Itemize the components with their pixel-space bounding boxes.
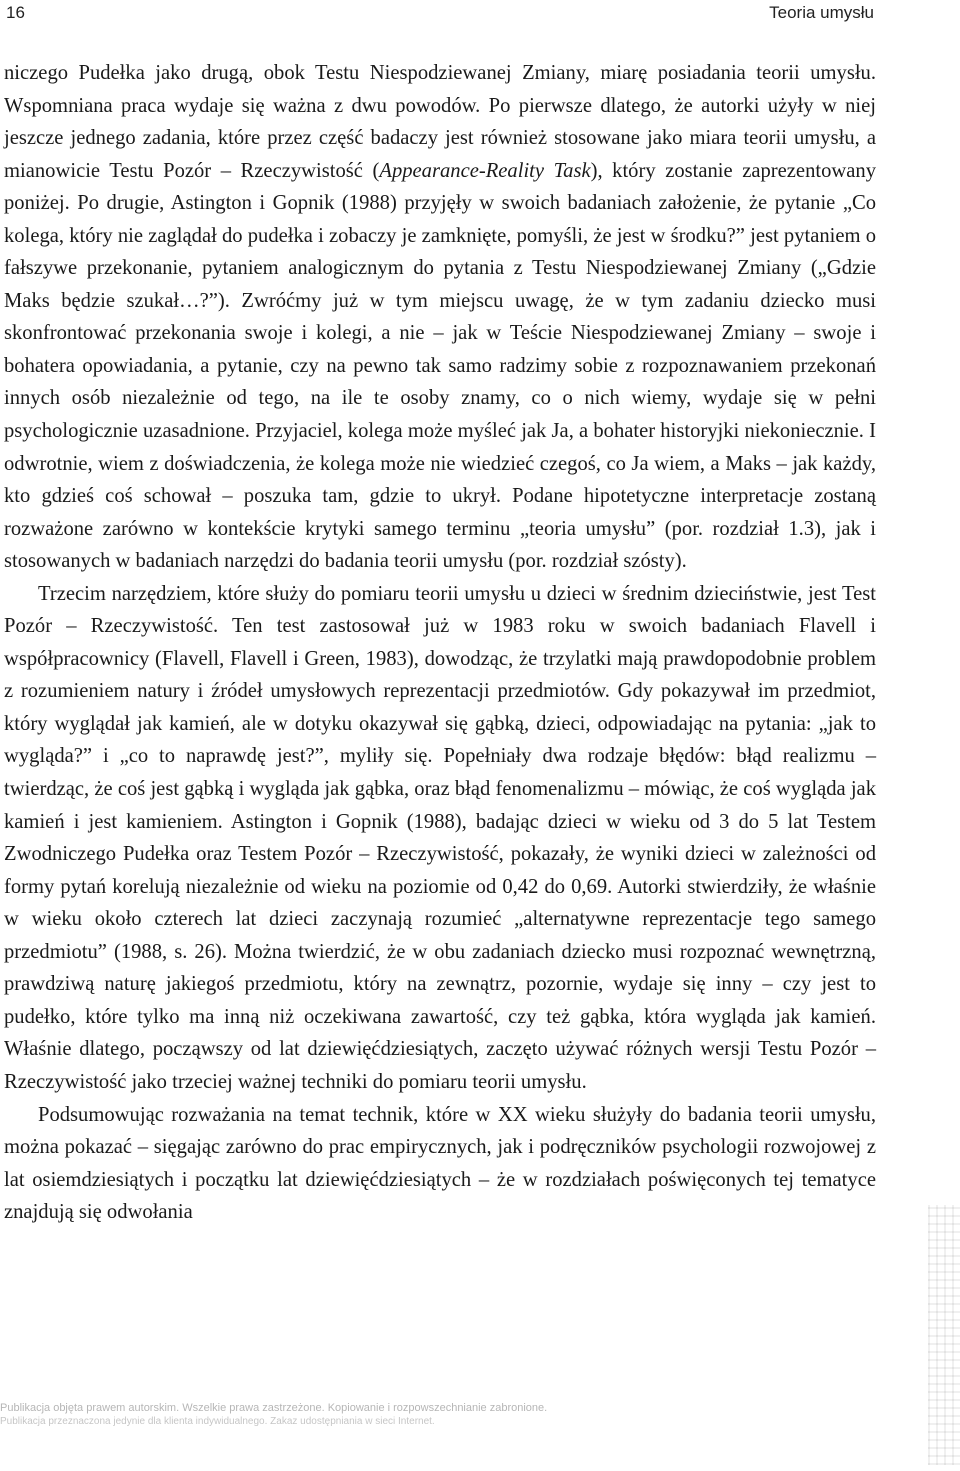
paragraph-1 bbox=[4, 57, 876, 578]
watermark-line-1: Publikacja objęta prawem autorskim. Wszelkie prawa zastrzeżone. Kopiowanie i rozpowszechnianie zabronione. bbox=[0, 1402, 548, 1414]
paragraph-3-segment-1: Podsumowując rozważania na temat technik, które w XX wieku służyły do badania teorii umysłu, można pokazać – sięgając zarówno do prac empirycznych, jak i podręczników psychologii rozwojowej z lat osiemdziesiątych i początku lat dziewięćdziesiątych – że w rozdziałach poświęconych tej tematyce znajdują się odwołania bbox=[4, 1103, 876, 1224]
watermark-line-2: Publikacja przeznaczona jedynie dla klienta indywidualnego. Zakaz udostępniania w sieci Internet. bbox=[0, 1416, 435, 1427]
copyright-watermark bbox=[0, 1394, 960, 1434]
paragraph-1-segment-2-italic: Appearance-Reality Task bbox=[379, 159, 591, 182]
paragraph-3 bbox=[4, 1099, 876, 1229]
paragraph-1-segment-1: niczego Pudełka jako drugą, obok Testu Niespodziewanej Zmiany, miarę posiadania teorii umysłu. Wspomniana praca wydaje się ważna z dwu powodów. Po pierwsze dlatego, że autorki użyły w niej jeszcze jednego zadania, które przez część badaczy jest również stosowane jako miara teorii umysłu, a mianowicie Testu Pozór – Rzeczywistość ( bbox=[4, 62, 876, 182]
body-text bbox=[4, 57, 876, 1229]
paragraph-1-segment-3: ), który zostanie zaprezentowany poniżej. Po drugie, Astington i Gopnik (1988) przyjęły w swoich badaniach założenie, że pytanie „Co kolega, który nie zaglądał do pudełka i zobaczy je zamknięte, pomyśli, że jest w środku?” jest pytaniem o fałszywe przekonanie, pytaniem analogicznym do pytania z Testu Niespodziewanej Zmiany („Gdzie Maks będzie szukał…?”). Zwróćmy już w tym miejscu uwagę, że w tym zadaniu dziecko musi skonfrontować przekonania swoje i kolegi, a nie – jak w Teście Niespodziewanej Zmiany – swoje i bohatera opowiadania, a pytanie, czy na pewno tak samo radzimy sobie z rozpoznawaniem przekonań innych osób niezależnie od tego, na ile te osoby znamy, co o nich wiemy, wydaje się w pełni psychologicznie uzasadnione. Przyjaciel, kolega może myśleć jak Ja, a bohater historyjki niekoniecznie. I odwrotnie, wiem z doświadczenia, że kolega może nie wiedzieć czegoś, co Ja wiem, a Maks – jak każdy, kto gdzieś coś schował – poszuka tam, gdzie to ukrył. Podane hipotetyczne interpretacje zostaną rozważone zarówno w kontekście krytyki samego terminu „teoria umysłu” (por. rozdział 1.3), jak i stosowanych w badaniach narzędzi do badania teorii umysłu (por. rozdział szósty). bbox=[4, 159, 876, 573]
paragraph-2 bbox=[4, 578, 876, 1099]
decorative-pattern bbox=[928, 1205, 960, 1465]
page-number: 16 bbox=[6, 3, 25, 22]
running-head: Teoria umysłu bbox=[769, 3, 874, 22]
paragraph-2-segment-1: Trzecim narzędziem, które służy do pomiaru teorii umysłu u dzieci w średnim dzieciństwie, jest Test Pozór – Rzeczywistość. Ten test zastosował już w 1983 roku w swoich badaniach Flavell i współpracownicy (Flavell, Flavell i Green, 1983), dowodząc, że trzylatki mają prawdopodobnie problem z rozumieniem natury i źródeł umysłowych reprezentacji przedmiotów. Gdy pokazywał im przedmiot, który wyglądał jak kamień, ale w dotyku okazywał się gąbką, dzieci, odpowiadając na pytania: „jak to wygląda?” i „co to naprawdę jest?”, myliły się. Popełniały dwa rodzaje błędów: błąd realizmu – twierdząc, że coś jest gąbką i wygląda jak gąbka, oraz błąd fenomenalizmu – mówiąc, że coś wygląda jak kamień i jest kamieniem. Astington i Gopnik (1988), badając dzieci w wieku od 3 do 5 lat Testem Zwodniczego Pudełka oraz Testem Pozór – Rzeczywistość, pokazały, że wyniki dzieci w zależności od formy pytań korelują niezależnie od wieku na poziomie od 0,42 do 0,69. Autorki stwierdziły, że właśnie w wieku około czterech lat dzieci zaczynają rozumieć „alternatywne reprezentacje tego samego przedmiotu” (1988, s. 26). Można twierdzić, że w obu zadaniach dziecko musi rozpoznać wewnętrzną, prawdziwą naturę jakiegoś przedmiotu, który na zewnątrz, pozornie, wydaje się inny – czy jest to pudełko, które tylko ma inną niż oczekiwana zawartość, czy też gąbka, która wygląda jak kamień. Właśnie dlatego, począwszy od lat dziewięćdziesiątych, zaczęto używać różnych wersji Testu Pozór – Rzeczywistość jako trzeciej ważnej techniki do pomiaru teorii umysłu. bbox=[4, 582, 876, 1093]
page-header bbox=[0, 0, 960, 30]
